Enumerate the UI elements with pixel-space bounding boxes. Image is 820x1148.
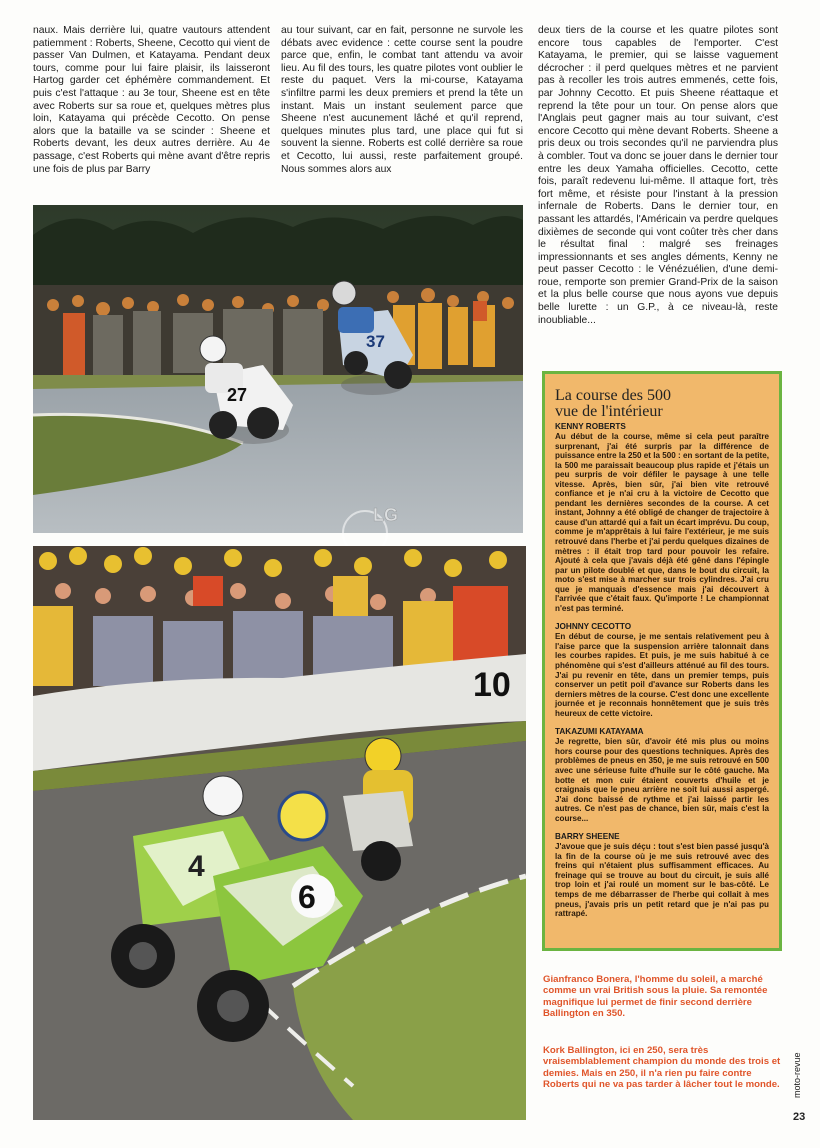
article-column-2: au tour suivant, car en fait, personne ne survole les débats avec evidence : cette course sent la poudre parce que, enfin, le combat tant attendu va avoir lieu. Au fil des tours, les quatre pilotes vont oublier le reste du paquet. Vers la mi-course, Katayama s'infiltre parmi les deux premiers et prend la tête un instant. Mais un instant seulement parce que Sheene n'est aucunement lâché et qu'il reprend, quelques minutes plus tard, une place qui fut si souvent la sienne. Roberts est collé derrière sa roue et Cecotto, lui aussi, reste parfaitement groupé. Nous sommes alors aux [281,25,523,175]
rider-number-37: 37 [366,332,385,351]
race-photo-bottom [33,546,526,1120]
svg-text:LG: LG [373,505,398,525]
photo-caption-ballington: Kork Ballington, ici en 250, sera très vraisemblablement champion du monde des trois et demies. Mais en 250, il n'a rien pu faire contre Roberts qui ne va pas tarder à lâcher tout le monde. [543,1045,781,1091]
speaker-name: TAKAZUMI KATAYAMA [555,727,644,737]
interview-sidebar [542,371,782,951]
rider-number-27: 27 [227,385,248,405]
marker-board-10: 10 [473,666,511,704]
photo-caption-bonera: Gianfranco Bonera, l'homme du soleil, a marché comme un vrai British sous la pluie. Sa remontée magnifique lui permet de finir second derrière Ballington en 350. [543,974,768,1020]
article-column-3: deux tiers de la course et les quatre pilotes sont encore tous capables de l'emporter. C'est Katayama, le premier, qui se laisse vaguement décrocher : il perd quelques mètres et ne parvient pas à recoller les trois autres emmenés, cette fois, par Johnny Cecotto. Et puis Sheene réattaque et reprend la tête pour un tour. On pense alors que l'Anglais peut gagner mais au tour suivant, c'est encore Cecotto qui mène devant Roberts. Sheene a pris deux ou trois secondes qu'il ne parviendra plus à combler. Tout va donc se jouer dans le dernier tour entre les deux Yamaha officielles. Cecotto, cette fois, paraît redevenu lui-même. Il attaque fort, très fort même, et résiste pour l'instant à la pression infernale de Roberts. Dans le dernier tour, en passant les attardés, l'Américain va perdre quelques dixièmes de seconde qui vont coûter très cher dans le résultat final : malgré ses freinages impressionnants et ses angles déments, Kenny ne peut passer Cecotto : le Vénézuélien, d'une demi-roue, remporte son premier Grand-Prix de la saison et la plus belle course que nous ayons vue depuis belle lurette : un G.P., à ce niveau-là, reste inoubliable... [538,25,778,326]
rider-number-6: 6 [298,879,316,915]
speaker-quote: Je regrette, bien sûr, d'avoir été mis plus ou moins hors course pour des questions techniques. Après des problèmes de pneus en 350, je me suis retrouvé en 500 avec une sérieuse fuite d'huile sur le côté gauche. Ma botte et mon cuir étaient couverts d'huile et je craignais que le pneu arrière ne soit lui aussi aspergé. J'ai donc baissé de rythme et j'ai laissé partir les autres. Ce n'est pas de chance, bien sûr, mais c'est la course... [555,737,769,823]
sidebar-title [555,388,769,420]
magazine-folio [788,1046,808,1106]
speaker-name: JOHNNY CECOTTO [555,622,632,632]
article-column-1: naux. Mais derrière lui, quatre vautours attendent patiemment : Roberts, Sheene, Cecotto qui vient de passer Van Dulmen, et Katayama. Pendant deux tours, comme pour lui faire plaisir, ils laisseront Hartog garder cet éphémère commandement. Et puis c'est l'attaque : au 3e tour, Sheene est en tête avec Roberts sur sa roue et, quelques mètres plus loin, Katayama qui précède Cecotto. On pense alors que la bataille va se scinder : Sheene et Roberts devant, les deux autres derrière. Au 4e passage, c'est Roberts qui mène avant d'être repris une fois de plus par Barry [33,25,270,175]
sidebar-title-line-2: vue de l'intérieur [555,403,663,420]
speaker-quote: En début de course, je me sentais relativement peu à l'aise parce que la suspension arrière talonnait dans les courbes rapides. Et puis, je me suis habitué à ce phénomène qui s'est d'ailleurs atténué au fil des tours. J'ai pu revenir en tête, dans un premier temps, puis conserver un petit poil d'avance sur Roberts dans les derniers mètres de la course. C'est donc une excellente journée et je reconnais honnêtement que je suis très heureux de cette victoire. [555,632,769,718]
speaker-name: KENNY ROBERTS [555,422,626,431]
rider-number-4: 4 [188,850,205,883]
magazine-name: moto-revue [792,1052,802,1098]
sidebar-title-line-1: La course des 500 [555,387,671,404]
page-number: 23 [793,1111,806,1123]
race-photo-top [33,205,523,533]
speaker-quote: J'avoue que je suis déçu : tout s'est bien passé jusqu'à la fin de la course où je me suis retrouvé avec des freins qui n'étaient plus suffisamment efficaces. Au freinage qui se trouve au bout du circuit, je suis allé trop loin et j'ai roulé un moment sur le bas-côté. Le temps de me débarrasser de l'herbe qui collait à mes pneus, j'avais pris un petit retard que je n'ai pas pu rattrapé. [555,842,769,919]
speaker-name: BARRY SHEENE [555,832,620,842]
speaker-quote: Au début de la course, même si cela peut paraître surprenant, j'ai été surpris par la différence de puissance entre la 250 et la 500 : en sortant de la petite, la 500 me paraissait beaucoup plus rapide et j'étais un peu surpris de voir défiler le paysage à une telle vitesse. Après, bien sûr, j'ai bien vite retrouvé confiance et je n'ai cru à la victoire de Cecotto que pendant les dernières secondes de la course. A cet instant, Johnny a été obligé de changer de trajectoire à cause d'un attardé qui a fait un écart imprévu. Du coup, comme je m'apprêtais à lui faire l'extérieur, je me suis retrouvé dans l'herbe et j'ai perdu quelques dizaines de mètres : il était trop tard pour pouvoir les refaire. Ajouté à cela que j'avais déjà été gêné dans l'épingle par un pilote doublé et que, dans le bout du circuit, la moto s'est mise à marcher sur trois cylindres. J'ai cru que je manquais d'essence mais j'ai découvert à l'arrivée que c'était faux. Qu'importe ! Le championnat n'est pas terminé. [555,432,769,613]
